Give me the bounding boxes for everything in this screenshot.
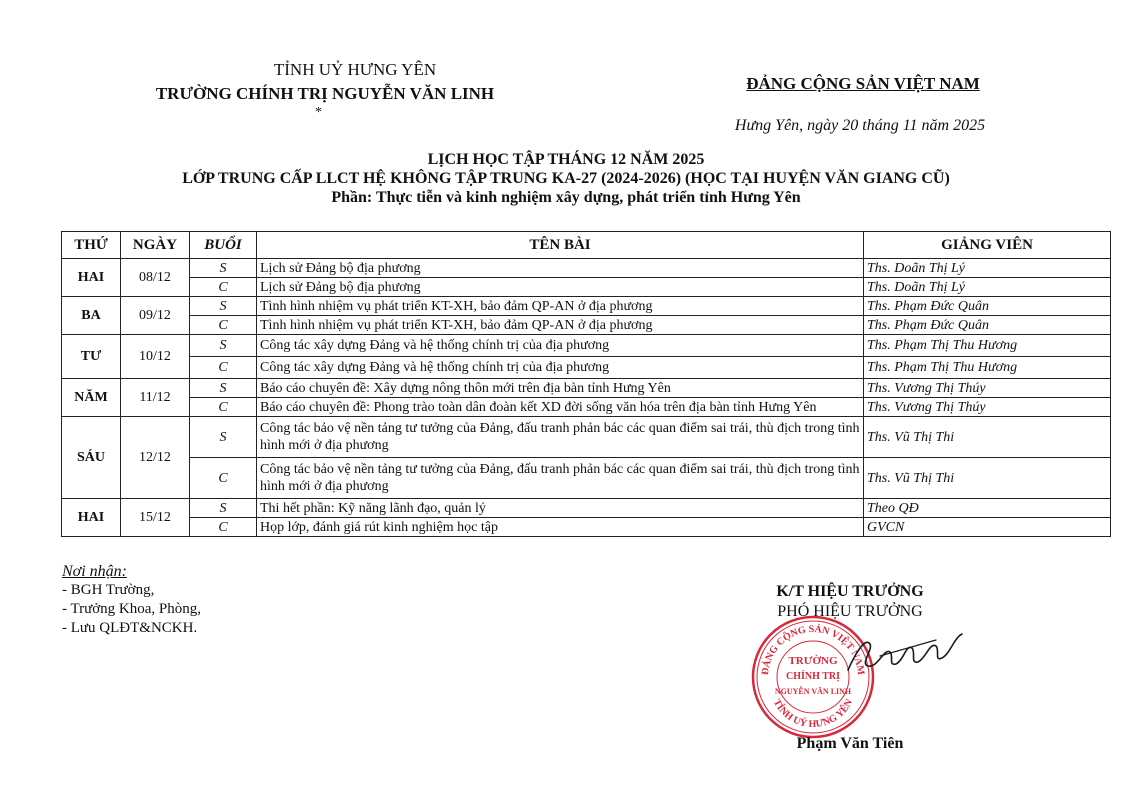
recipient-item: - Lưu QLĐT&NCKH.: [62, 620, 198, 636]
table-row: [62, 259, 1111, 278]
lesson-title: Tình hình nhiệm vụ phát triển KT-XH, bảo đảm QP-AN ở địa phương: [257, 297, 864, 316]
day-name: TƯ: [62, 335, 121, 379]
table-row: [62, 297, 1111, 316]
document-title: LỊCH HỌC TẬP THÁNG 12 NĂM 2025: [427, 151, 705, 168]
session-code: S: [190, 259, 257, 278]
lesson-title: Lịch sử Đảng bộ địa phương: [257, 259, 864, 278]
day-name: BA: [62, 297, 121, 335]
svg-text:TRƯỜNG: TRƯỜNG: [788, 655, 838, 667]
signer-name: Phạm Văn Tiên: [796, 735, 904, 752]
lesson-title: Công tác bảo vệ nền tảng tư tưởng của Đảng, đấu tranh phản bác các quan điểm sai trái, thù địch trong tình hình mới ở địa phương: [257, 417, 864, 458]
header-giang-vien: GIẢNG VIÊN: [864, 232, 1111, 259]
lecturer: Ths. Vương Thị Thúy: [864, 398, 1111, 417]
table-row: [62, 316, 1111, 335]
session-code: C: [190, 316, 257, 335]
table-row: [62, 417, 1111, 458]
session-code: C: [190, 357, 257, 379]
table-row: [62, 518, 1111, 537]
lecturer: Ths. Vũ Thị Thi: [864, 458, 1111, 499]
lesson-title: Công tác xây dựng Đảng và hệ thống chính trị của địa phương: [257, 335, 864, 357]
table-row: [62, 335, 1111, 357]
day-date: 10/12: [121, 335, 190, 379]
lecturer: Ths. Doãn Thị Lý: [864, 259, 1111, 278]
lecturer: GVCN: [864, 518, 1111, 537]
header-buoi: BUỔI: [190, 232, 257, 259]
day-date: 11/12: [121, 379, 190, 417]
session-code: C: [190, 398, 257, 417]
header-thu: THỨ: [62, 232, 121, 259]
day-date: 08/12: [121, 259, 190, 297]
table-row: [62, 357, 1111, 379]
issuer-province: TỈNH UỶ HƯNG YÊN: [273, 60, 437, 79]
day-date: 12/12: [121, 417, 190, 499]
lecturer: Ths. Phạm Đức Quân: [864, 316, 1111, 335]
signature-role: PHÓ HIỆU TRƯỞNG: [777, 603, 923, 620]
recipient-item: - Trưởng Khoa, Phòng,: [62, 601, 201, 617]
lecturer: Theo QĐ: [864, 499, 1111, 518]
day-date: 09/12: [121, 297, 190, 335]
lesson-title: Họp lớp, đánh giá rút kinh nghiệm học tập: [257, 518, 864, 537]
lecturer: Ths. Phạm Thị Thu Hương: [864, 357, 1111, 379]
session-code: S: [190, 335, 257, 357]
table-row: [62, 458, 1111, 499]
day-name: HAI: [62, 259, 121, 297]
party-name: ĐẢNG CỘNG SẢN VIỆT NAM: [746, 74, 980, 93]
header-ten-bai: TÊN BÀI: [257, 232, 864, 259]
handwritten-signature-icon: [840, 626, 970, 681]
header-ngay: NGÀY: [121, 232, 190, 259]
svg-text:TỈNH UỶ HƯNG YÊN: TỈNH UỶ HƯNG YÊN: [770, 697, 856, 731]
session-code: C: [190, 518, 257, 537]
lesson-title: Thi hết phần: Kỹ năng lãnh đạo, quản lý: [257, 499, 864, 518]
table-row: [62, 398, 1111, 417]
session-code: C: [190, 458, 257, 499]
session-code: S: [190, 499, 257, 518]
session-code: S: [190, 379, 257, 398]
lecturer: Ths. Phạm Đức Quân: [864, 297, 1111, 316]
day-date: 15/12: [121, 499, 190, 537]
document-section: Phần: Thực tiễn và kinh nghiệm xây dựng, phát triển tỉnh Hưng Yên: [331, 189, 801, 206]
document-date: Hưng Yên, ngày 20 tháng 11 năm 2025: [734, 117, 986, 134]
table-row: [62, 499, 1111, 518]
issuer-school: TRƯỜNG CHÍNH TRỊ NGUYỄN VĂN LINH: [155, 84, 495, 103]
recipient-item: - BGH Trường,: [62, 582, 155, 598]
day-name: SÁU: [62, 417, 121, 499]
lecturer: Ths. Vũ Thị Thi: [864, 417, 1111, 458]
svg-text:NGUYỄN VĂN LINH: NGUYỄN VĂN LINH: [774, 687, 852, 696]
document-subtitle: LỚP TRUNG CẤP LLCT HỆ KHÔNG TẬP TRUNG KA-27 (2024-2026) (HỌC TẠI HUYỆN VĂN GIANG CŨ): [182, 170, 950, 187]
table-header-row: [62, 232, 1111, 259]
recipients-title: Nơi nhận:: [62, 563, 127, 580]
svg-text:CHÍNH TRỊ: CHÍNH TRỊ: [786, 671, 840, 682]
svg-text:ĐẢNG CỘNG SẢN VIỆT NAM: ĐẢNG CỘNG SẢN VIỆT NAM: [759, 623, 867, 676]
lesson-title: Báo cáo chuyên đề: Phong trào toàn dân đoàn kết XD đời sống văn hóa trên địa bàn tỉnh Hưng Yên: [257, 398, 864, 417]
session-code: S: [190, 417, 257, 458]
table-row: [62, 278, 1111, 297]
lesson-title: Công tác bảo vệ nền tảng tư tưởng của Đảng, đấu tranh phản bác các quan điểm sai trái, thù địch trong tình hình mới ở địa phương: [257, 458, 864, 499]
table-row: [62, 379, 1111, 398]
lesson-title: Lịch sử Đảng bộ địa phương: [257, 278, 864, 297]
day-name: NĂM: [62, 379, 121, 417]
issuer-mark: *: [315, 105, 322, 120]
lecturer: Ths. Vương Thị Thúy: [864, 379, 1111, 398]
schedule-table: [61, 231, 1111, 537]
session-code: C: [190, 278, 257, 297]
lecturer: Ths. Doãn Thị Lý: [864, 278, 1111, 297]
signature-authority: K/T HIỆU TRƯỞNG: [776, 583, 924, 600]
lesson-title: Tình hình nhiệm vụ phát triển KT-XH, bảo đảm QP-AN ở địa phương: [257, 316, 864, 335]
day-name: HAI: [62, 499, 121, 537]
lesson-title: Báo cáo chuyên đề: Xây dựng nông thôn mới trên địa bàn tỉnh Hưng Yên: [257, 379, 864, 398]
session-code: S: [190, 297, 257, 316]
lesson-title: Công tác xây dựng Đảng và hệ thống chính trị của địa phương: [257, 357, 864, 379]
lecturer: Ths. Phạm Thị Thu Hương: [864, 335, 1111, 357]
